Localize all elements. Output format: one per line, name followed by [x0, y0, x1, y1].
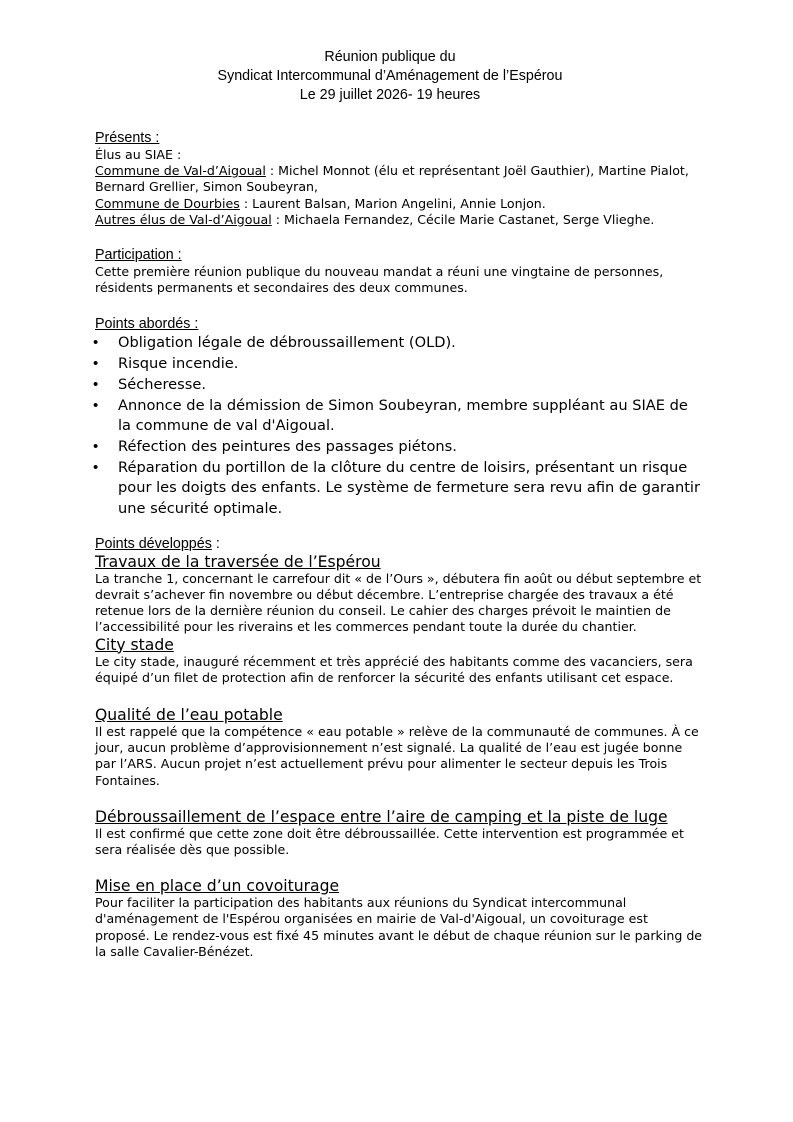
points-list	[95, 333, 705, 519]
participation-heading: Participation :	[95, 247, 182, 264]
list-item: • Risque incendie.	[95, 354, 705, 375]
points-heading: Points abordés :	[95, 316, 199, 333]
document-title	[75, 48, 705, 105]
elus-label: Élus au SIAE :	[95, 147, 182, 162]
subsection-city-stade	[95, 636, 705, 686]
list-item: • Obligation légale de débroussaillement (OLD).	[95, 333, 705, 354]
commune-label: Commune de Dourbies	[95, 195, 240, 211]
commune-label: Commune de Val-d’Aigoual	[95, 163, 266, 179]
title-line-3: Le 29 juillet 2026- 19 heures	[299, 87, 481, 103]
presents-list	[95, 147, 705, 228]
developpes-heading-label: Points développés	[95, 535, 212, 552]
commune-members: : Michel Monnot (élu et représentant Joël Gauthier), Martine Pialot, Bernard Grellier, Simon Soubeyran,	[95, 163, 689, 195]
list-item: • Annonce de la démission de Simon Soubeyran, membre suppléant au SIAE de la commune de val d'Aigoual.	[95, 396, 705, 437]
subsection-title: City stade	[95, 635, 174, 654]
subsection-title: Mise en place d’un covoiturage	[95, 877, 340, 896]
presents-section	[95, 129, 705, 228]
document-page	[95, 48, 705, 960]
subsection-text: Le city stade, inauguré récemment et très apprécié des habitants comme des vacanciers, sera équipé d’un filet de protection afin de renforcer la sécurité des enfants utilisant cet espace.	[95, 653, 693, 685]
subsection-title: Travaux de la traversée de l’Espérou	[95, 552, 381, 571]
presents-dourbies	[95, 196, 705, 212]
developpes-section	[95, 535, 705, 960]
subsection-debroussaillement	[95, 808, 705, 858]
commune-members: : Michaela Fernandez, Cécile Marie Castanet, Serge Vlieghe.	[271, 211, 655, 227]
list-item: • Réparation du portillon de la clôture du centre de loisirs, présentant un risque pour les doigts des enfants. Le système de fermeture sera revu afin de garantir une sécurité optimale.	[95, 458, 705, 520]
subsection-title: Débroussaillement de l’espace entre l’aire de camping et la piste de luge	[95, 807, 668, 826]
commune-members: : Laurent Balsan, Marion Angelini, Annie Lonjon.	[239, 195, 546, 211]
developpes-heading	[95, 535, 705, 553]
participation-text: Cette première réunion publique du nouveau mandat a réuni une vingtaine de personnes, résidents permanents et secondaires des deux communes.	[95, 264, 664, 296]
subsection-covoiturage	[95, 877, 705, 960]
title-line-1: Réunion publique du	[324, 49, 456, 65]
presents-heading: Présents :	[95, 130, 160, 146]
subsection-eau-potable	[95, 706, 705, 789]
presents-autres	[95, 212, 705, 228]
subsection-text: La tranche 1, concernant le carrefour dit « de l’Ours », débutera fin août ou début septembre et devrait s’achever fin novembre ou début décembre. L’entreprise chargée des travaux a été retenue lors de la dernière réunion du conseil. Le cahier des charges prévoit le maintien de l’accessibilité pour les riverains et les commerces pendant toute la durée du chantier.	[95, 570, 702, 635]
list-item: • Réfection des peintures des passages piétons.	[95, 437, 705, 458]
subsection-title: Qualité de l’eau potable	[95, 705, 283, 724]
commune-label: Autres élus de Val-d’Aigoual	[95, 211, 272, 227]
participation-section	[95, 246, 705, 296]
list-item: • Sécheresse.	[95, 375, 705, 396]
presents-val-daigoual	[95, 163, 705, 195]
subsection-travaux	[95, 553, 705, 636]
subsection-text: Il est rappelé que la compétence « eau potable » relève de la communauté de communes. À ce jour, aucun problème d’approvisionnement n’est signalé. La qualité de l’eau est jugée bonne par l’ARS. Aucun projet n’est actuellement prévu pour alimenter le secteur depuis les Trois Fontaines.	[95, 723, 699, 788]
points-section	[95, 315, 705, 519]
title-line-2: Syndicat Intercommunal d’Aménagement de l’Espérou	[217, 68, 563, 84]
subsection-text: Il est confirmé que cette zone doit être débroussaillée. Cette intervention est programmée et sera réalisée dès que possible.	[95, 825, 684, 857]
developpes-heading-suffix: :	[211, 535, 220, 552]
subsection-text: Pour faciliter la participation des habitants aux réunions du Syndicat intercommunal d'aménagement de l'Espérou organisées en mairie de Val-d'Aigoual, un covoiturage est proposé. Le rendez-vous est fixé 45 minutes avant le début de chaque réunion sur le parking de la salle Cavalier-Bénézet.	[95, 895, 703, 959]
